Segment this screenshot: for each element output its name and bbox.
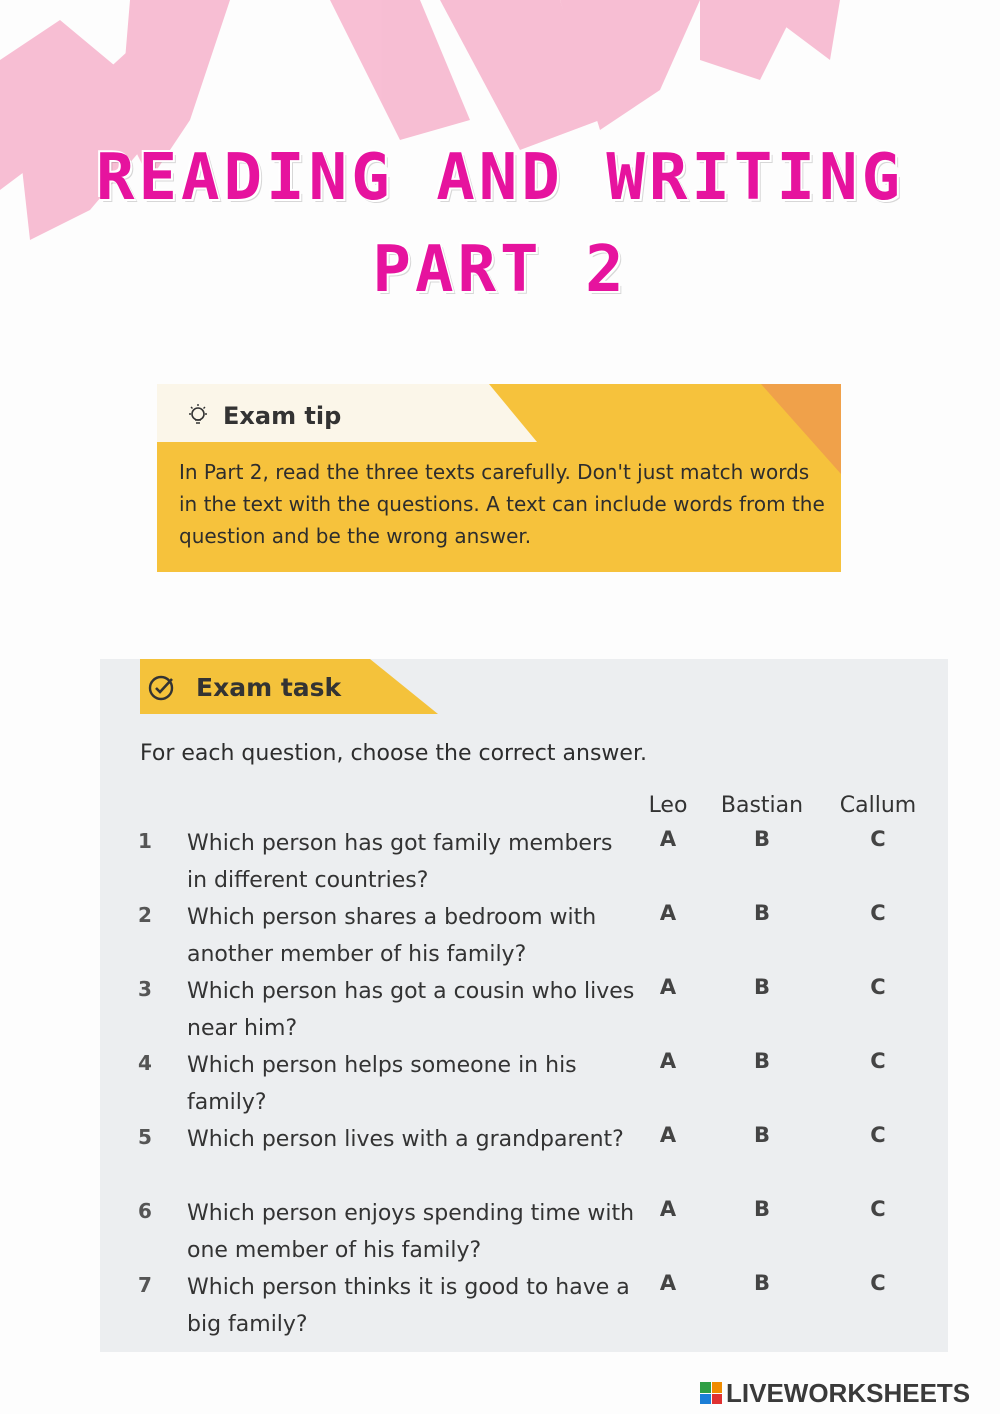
exam-tip-header xyxy=(157,384,557,442)
option-b[interactable]: B xyxy=(753,827,770,851)
question-number: 4 xyxy=(138,1051,152,1075)
lightbulb-icon xyxy=(187,403,209,427)
question-text: Which person shares a bedroom with another member of his family? xyxy=(187,905,597,967)
option-b[interactable]: B xyxy=(753,901,770,925)
option-c[interactable]: C xyxy=(870,827,886,851)
question-row xyxy=(100,1121,948,1195)
option-c[interactable]: C xyxy=(870,901,886,925)
option-b[interactable]: B xyxy=(753,975,770,999)
option-a[interactable]: A xyxy=(659,901,677,925)
question-row xyxy=(100,1195,948,1269)
option-c[interactable]: C xyxy=(870,1123,886,1147)
task-instruction: For each question, choose the correct answer. xyxy=(140,741,647,766)
exam-tip-title: Exam tip xyxy=(223,402,342,430)
question-text: Which person thinks it is good to have a big family? xyxy=(187,1275,630,1337)
exam-tip-text: In Part 2, read the three texts carefully. Don't just match words in the text with the questions. A text can include words from the question and be the wrong answer. xyxy=(179,460,825,548)
column-header-leo: Leo xyxy=(648,793,688,818)
question-row xyxy=(100,1269,948,1343)
question-number: 7 xyxy=(138,1273,152,1297)
question-number: 6 xyxy=(138,1199,152,1223)
question-number: 1 xyxy=(138,829,152,853)
column-header-bastian: Bastian xyxy=(720,793,804,818)
question-number: 3 xyxy=(138,977,152,1001)
question-row xyxy=(100,899,948,973)
option-a[interactable]: A xyxy=(659,1049,677,1073)
question-text: Which person enjoys spending time with one member of his family? xyxy=(187,1201,635,1263)
option-c[interactable]: C xyxy=(870,1197,886,1221)
page-title-line-2: PART 2 xyxy=(372,233,628,307)
question-number: 5 xyxy=(138,1125,152,1149)
option-a[interactable]: A xyxy=(659,1271,677,1295)
brand-name: LIVEWORKSHEETS xyxy=(726,1377,971,1408)
exam-task-card xyxy=(100,659,948,1352)
question-row xyxy=(100,825,948,899)
question-text: Which person lives with a grandparent? xyxy=(187,1127,624,1152)
option-a[interactable]: A xyxy=(659,1197,677,1221)
option-c[interactable]: C xyxy=(870,1271,886,1295)
liveworksheets-brand[interactable] xyxy=(700,1378,970,1408)
option-b[interactable]: B xyxy=(753,1049,770,1073)
question-row xyxy=(100,1047,948,1121)
page-title-line-1: READING AND WRITING xyxy=(95,141,905,215)
check-circle-icon xyxy=(148,674,176,702)
option-b[interactable]: B xyxy=(753,1123,770,1147)
question-number: 2 xyxy=(138,903,152,927)
option-a[interactable]: A xyxy=(659,827,677,851)
option-a[interactable]: A xyxy=(659,1123,677,1147)
column-header-callum: Callum xyxy=(839,793,917,818)
option-b[interactable]: B xyxy=(753,1197,770,1221)
option-b[interactable]: B xyxy=(753,1271,770,1295)
question-text: Which person has got a cousin who lives near him? xyxy=(187,979,635,1041)
exam-tip-card xyxy=(157,384,841,572)
question-text: Which person has got family members in different countries? xyxy=(187,831,613,893)
option-c[interactable]: C xyxy=(870,1049,886,1073)
question-text: Which person helps someone in his family? xyxy=(187,1053,577,1115)
liveworksheets-logo-icon xyxy=(700,1382,722,1404)
exam-task-title: Exam task xyxy=(196,673,342,702)
option-a[interactable]: A xyxy=(659,975,677,999)
option-c[interactable]: C xyxy=(870,975,886,999)
question-row xyxy=(100,973,948,1047)
